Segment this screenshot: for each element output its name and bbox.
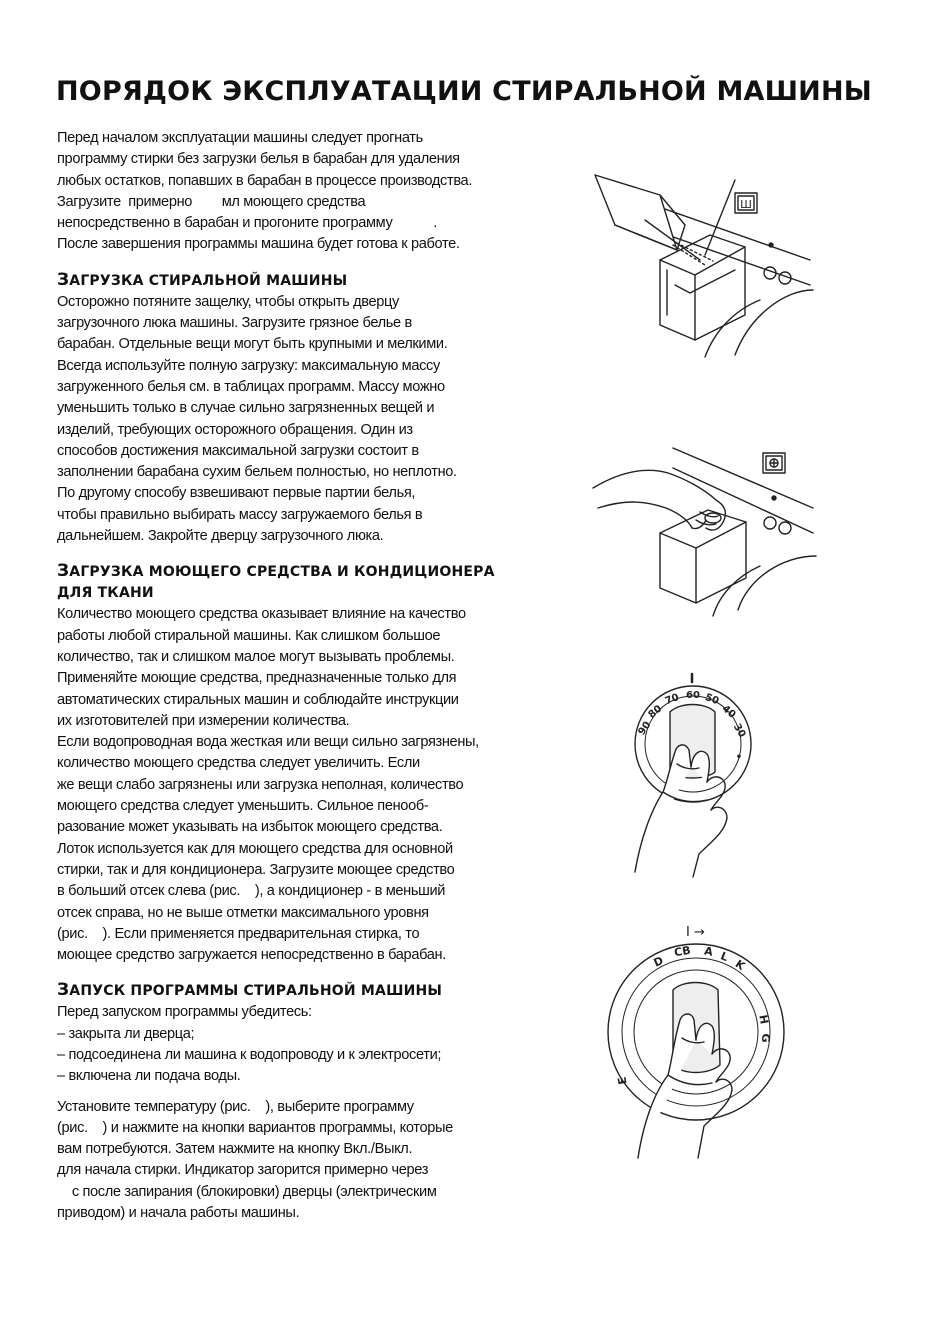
section-detergent <box>57 561 505 966</box>
text-line: Перед запуском программы убедитесь: <box>57 1004 312 1021</box>
drawer-symbol: Ш <box>740 198 752 211</box>
text-line: количество моющего средства следует увеличить. Если <box>57 755 420 772</box>
svg-text:L: L <box>718 949 730 965</box>
svg-text:A: A <box>703 944 714 959</box>
on-off-arrow: I → <box>686 925 705 940</box>
section-loading <box>57 270 505 548</box>
svg-text:K: K <box>732 957 748 973</box>
text-line: – подсоединена ли машина к водопроводу и к электросети; <box>57 1046 442 1063</box>
text-line: для начала стирки. Индикатор загорится примерно через <box>57 1162 429 1179</box>
text-line: Всегда используйте полную загрузку: максимальную массу <box>57 357 440 374</box>
text-line: (рис. ) и нажмите на кнопки вариантов программы, которые <box>57 1119 453 1136</box>
text-line: После завершения программы машина будет готова к работе. <box>57 236 460 253</box>
text-line: стирки, так и для кондиционера. Загрузите моющее средство <box>57 861 455 878</box>
text-line: количество, так и слишком малое могут вызывать проблемы. <box>57 648 455 665</box>
text-line: приводом) и начала работы машины. <box>57 1205 300 1222</box>
svg-text:D: D <box>651 954 666 970</box>
svg-text:E: E <box>615 1075 630 1086</box>
text-line: Лоток используется как для моющего средства для основной <box>57 840 453 857</box>
section-heading: ЗАПУСК ПРОГРАММЫ СТИРАЛЬНОЙ МАШИНЫ <box>57 980 443 1001</box>
page-title: ПОРЯДОК ЭКСПЛУАТАЦИИ СТИРАЛЬНОЙ МАШИНЫ <box>56 76 872 107</box>
text-line: любых остатков, попавших в барабан в процессе производства. <box>57 172 473 189</box>
section-heading-line2: ДЛЯ ТКАНИ <box>57 585 154 602</box>
text-line: с после запирания (блокировки) дверцы (электрическим <box>57 1183 437 1200</box>
text-line: в больший отсек слева (рис. ), а кондиционер - в меньший <box>57 883 446 900</box>
text-line: дальнейшем. Закройте дверцу загрузочного люка. <box>57 528 384 545</box>
text-line: изделий, требующих осторожного обращения. Один из <box>57 421 413 438</box>
text-line: автоматических стиральных машин и соблюдайте инструкции <box>57 691 459 708</box>
text-line: загруженного белья см. в таблицах программ. Массу можно <box>57 378 445 395</box>
text-line: работы любой стиральной машины. Как слишком большое <box>57 627 441 644</box>
text-line: Перед началом эксплуатации машины следует прогнать <box>57 130 423 146</box>
svg-text:50: 50 <box>703 692 721 708</box>
svg-text:40: 40 <box>719 703 738 721</box>
text-line: разование может указывать на избыток моющего средства. <box>57 819 443 836</box>
figure-detergent-pouring <box>585 165 815 360</box>
text-line: Если водопроводная вода жесткая или вещи сильно загрязнены, <box>57 734 479 751</box>
svg-text:•: • <box>735 752 743 763</box>
text-line: их изготовителей при измерении количества. <box>57 712 350 729</box>
text-line: – закрыта ли дверца; <box>57 1025 195 1042</box>
figure-conditioner-loading <box>588 438 818 618</box>
svg-text:G: G <box>759 1033 772 1043</box>
text-line: моющее средство загружается непосредственно в барабан. <box>57 947 446 964</box>
svg-text:90: 90 <box>636 719 654 738</box>
text-line: моющего средства следует уменьшить. Сильное пенооб- <box>57 798 429 815</box>
text-line: Количество моющего средства оказывает влияние на качество <box>57 606 466 623</box>
svg-text:70: 70 <box>663 692 681 708</box>
text-line: Применяйте моющие средства, предназначенные только для <box>57 670 457 687</box>
text-line: – включена ли подача воды. <box>57 1068 241 1085</box>
text-line: барабан. Отдельные вещи могут быть крупными и мелкими. <box>57 336 448 353</box>
text-line: отсек справа, но не выше отметки максимального уровня <box>57 904 429 921</box>
text-line: уменьшить только в случае сильно загрязненных вещей и <box>57 400 435 417</box>
figure-temperature-dial <box>615 672 765 882</box>
section-heading: ЗАГРУЗКА МОЮЩЕГО СРЕДСТВА И КОНДИЦИОНЕРА <box>57 561 495 582</box>
text-line: вам потребуются. Затем нажмите на кнопку Вкл./Выкл. <box>57 1141 413 1158</box>
svg-text:80: 80 <box>646 703 665 721</box>
figure-program-dial <box>598 920 788 1160</box>
text-line: (рис. ). Если применяется предварительная стирка, то <box>57 925 420 942</box>
svg-text:60: 60 <box>686 690 700 701</box>
text-line: непосредственно в барабан и прогоните программу . <box>57 215 437 232</box>
text-line: чтобы правильно выбирать массу загружаемого белья в <box>57 506 423 523</box>
text-line: же вещи слабо загрязнены или загрузка неполная, количество <box>57 776 464 793</box>
text-line: По другому способу взвешивают первые партии белья, <box>57 485 416 502</box>
text-line: программу стирки без загрузки белья в барабан для удаления <box>57 151 460 168</box>
text-line: загрузочного люка машины. Загрузите грязное белье в <box>57 315 412 332</box>
section-start <box>57 980 505 1224</box>
svg-text:CB: CB <box>673 943 692 960</box>
text-line: Осторожно потяните защелку, чтобы открыть дверцу <box>57 293 399 310</box>
text-line: способов достижения максимальной загрузки состоит в <box>57 442 419 459</box>
svg-text:30: 30 <box>730 721 748 740</box>
svg-text:H: H <box>756 1013 771 1026</box>
text-line: Установите температуру (рис. ), выберите программу <box>57 1098 414 1115</box>
text-column <box>57 128 505 1224</box>
text-line: заполнении барабана сухим бельем полностью, но неплотно. <box>57 464 457 481</box>
intro-paragraph <box>57 128 505 256</box>
section-heading: ЗАГРУЗКА СТИРАЛЬНОЙ МАШИНЫ <box>57 269 348 290</box>
text-line: Загрузите примерно мл моющего средства <box>57 193 366 210</box>
